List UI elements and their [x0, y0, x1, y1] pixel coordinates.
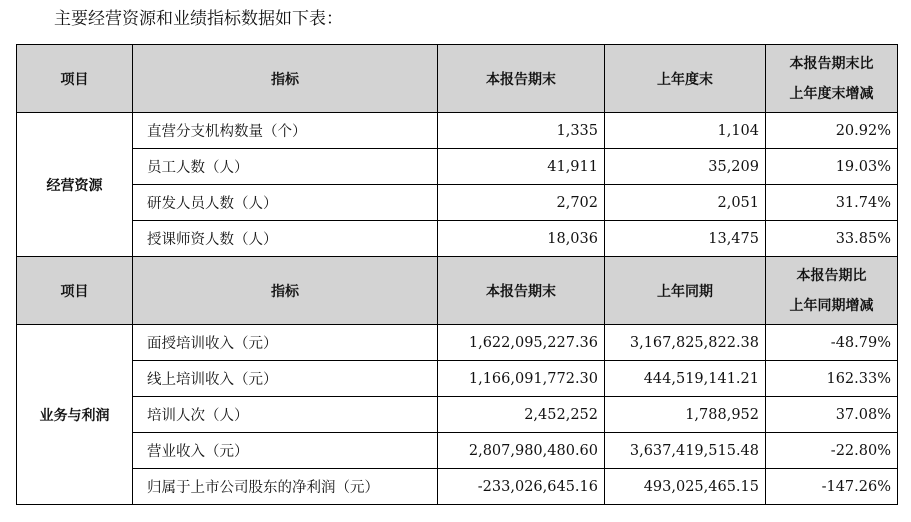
indicators-table [16, 44, 898, 505]
header-change-line2: 上年同期增减 [789, 297, 874, 314]
indicator-cell: 员工人数（人） [133, 149, 438, 185]
current-cell: 1,622,095,227.36 [438, 325, 605, 361]
header-change-line1: 本报告期末比 [789, 55, 874, 72]
change-cell: 19.03% [766, 149, 898, 185]
indicator-cell: 线上培训收入（元） [133, 361, 438, 397]
header-item: 项目 [17, 45, 133, 113]
previous-cell: 2,051 [605, 185, 766, 221]
indicator-cell: 培训人次（人） [133, 397, 438, 433]
previous-cell: 13,475 [605, 221, 766, 257]
previous-cell: 35,209 [605, 149, 766, 185]
header-previous: 上年同期 [605, 257, 766, 325]
current-cell: 1,335 [438, 113, 605, 149]
header-current: 本报告期末 [438, 257, 605, 325]
table-header-row [17, 45, 898, 113]
change-cell: 33.85% [766, 221, 898, 257]
header-change [766, 45, 898, 113]
previous-cell: 444,519,141.21 [605, 361, 766, 397]
current-cell: 2,452,252 [438, 397, 605, 433]
table-row [17, 325, 898, 361]
current-cell: 2,807,980,480.60 [438, 433, 605, 469]
header-current: 本报告期末 [438, 45, 605, 113]
header-previous: 上年度末 [605, 45, 766, 113]
previous-cell: 1,104 [605, 113, 766, 149]
indicator-cell: 面授培训收入（元） [133, 325, 438, 361]
indicator-cell: 授课师资人数（人） [133, 221, 438, 257]
header-item: 项目 [17, 257, 133, 325]
change-cell: 20.92% [766, 113, 898, 149]
indicator-cell: 研发人员人数（人） [133, 185, 438, 221]
previous-cell: 3,637,419,515.48 [605, 433, 766, 469]
previous-cell: 493,025,465.15 [605, 469, 766, 505]
current-cell: 1,166,091,772.30 [438, 361, 605, 397]
table-header-row [17, 257, 898, 325]
header-indicator: 指标 [133, 45, 438, 113]
header-change [766, 257, 898, 325]
header-indicator: 指标 [133, 257, 438, 325]
table-row [17, 469, 898, 505]
indicator-cell: 营业收入（元） [133, 433, 438, 469]
table-row [17, 185, 898, 221]
table-row [17, 221, 898, 257]
current-cell: 18,036 [438, 221, 605, 257]
indicator-cell: 归属于上市公司股东的净利润（元） [133, 469, 438, 505]
change-cell: 31.74% [766, 185, 898, 221]
header-change-line1: 本报告期比 [796, 267, 867, 284]
change-cell: 37.08% [766, 397, 898, 433]
table-row [17, 433, 898, 469]
category-cell: 业务与利润 [17, 325, 133, 505]
table-row [17, 149, 898, 185]
previous-cell: 1,788,952 [605, 397, 766, 433]
table-row [17, 361, 898, 397]
table-row [17, 113, 898, 149]
page-title: 主要经营资源和业绩指标数据如下表： [54, 9, 343, 29]
change-cell: -22.80% [766, 433, 898, 469]
table-row [17, 397, 898, 433]
current-cell: 2,702 [438, 185, 605, 221]
change-cell: -147.26% [766, 469, 898, 505]
header-change-line2: 上年度末增减 [789, 85, 874, 102]
indicator-cell: 直营分支机构数量（个） [133, 113, 438, 149]
current-cell: -233,026,645.16 [438, 469, 605, 505]
change-cell: 162.33% [766, 361, 898, 397]
category-cell: 经营资源 [17, 113, 133, 257]
current-cell: 41,911 [438, 149, 605, 185]
previous-cell: 3,167,825,822.38 [605, 325, 766, 361]
change-cell: -48.79% [766, 325, 898, 361]
